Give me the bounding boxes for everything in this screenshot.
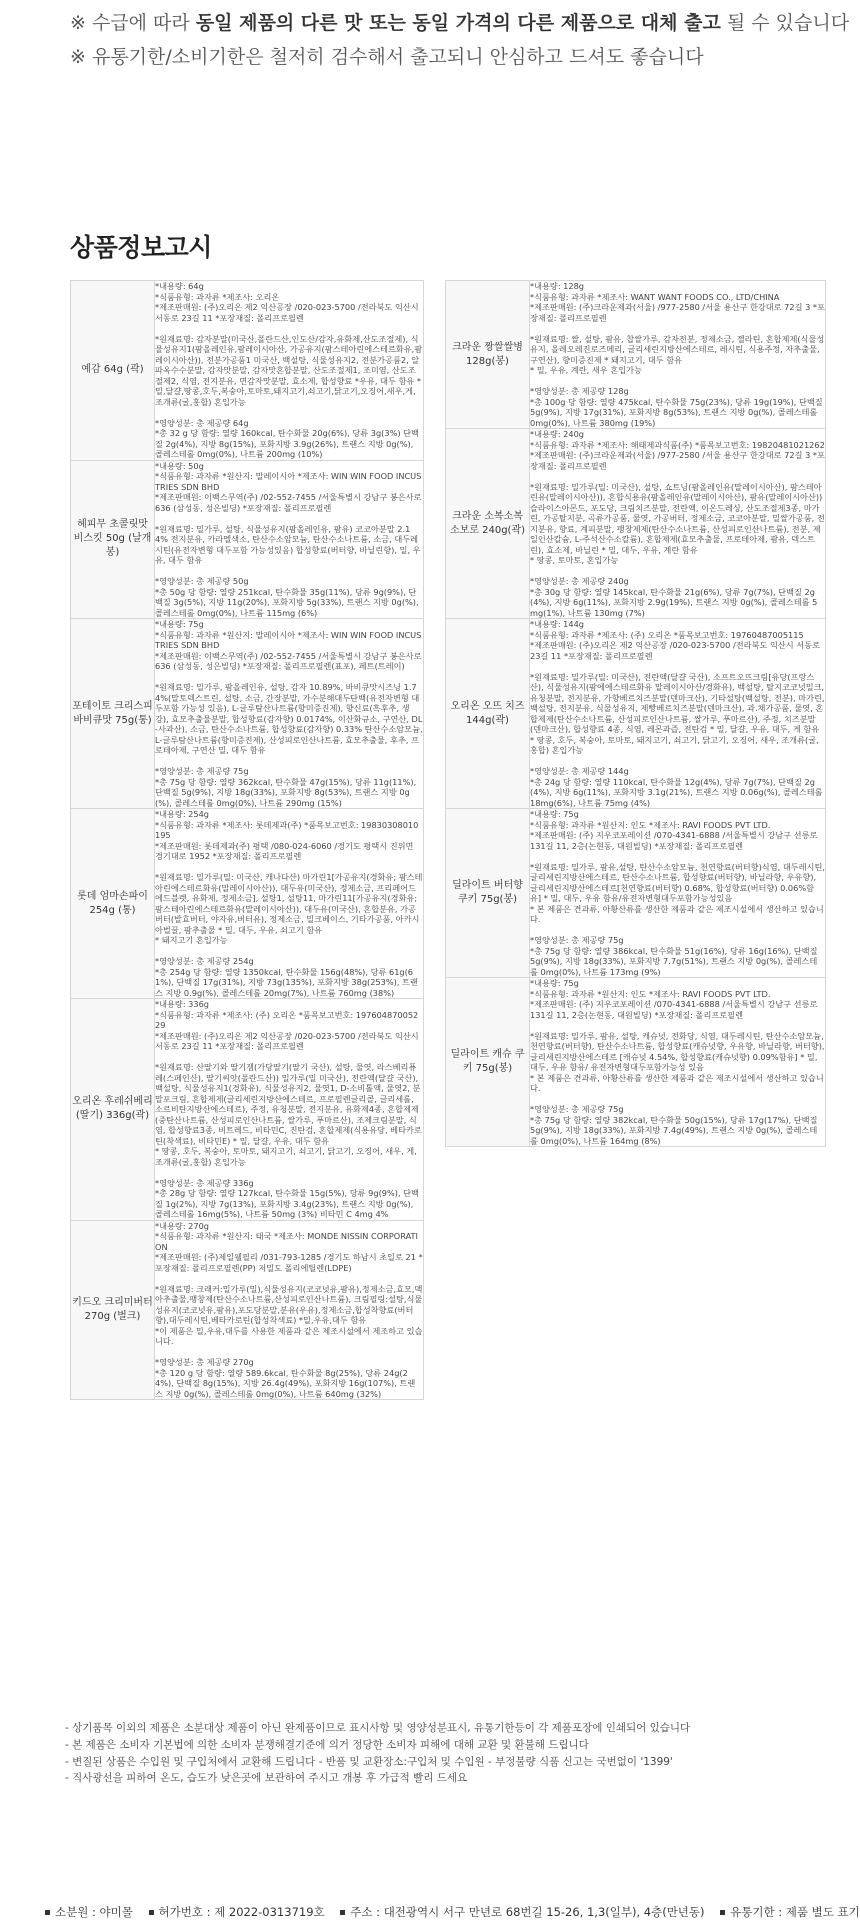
product-row	[71, 1220, 424, 1400]
product-detail: *내용량: 75g *식품유형: 과자류 *원산지: 인도 *제조사: RAVI FOODS PVT LTD. *제조판매원: (주) 지우코포레이션 /070-4341-6888 /서울특별시 강남구 선릉로 131길 11, 2층(논현동, 대원빌딩) *포장재질: 폴리프로필렌 *원재료명: 밀가루, 팜유,설탕, 탄산수소암모늄, 천연향료(버터향)식염, 대두레시틴, 글리세린지방산에스테르, 탄산수소나트륨, 합성향료(버터향), 바닐라향, 우유향), 글리세린지방산에스테르[천연향료(버터향) 0.68%, 합성향료(버터향) 0.06%함유] * 밀, 대두, 우유 함유/유전자변형대두포함가능성있음 * 본 제품은 견과류, 아황산류를 생산한 제품과 같은 제조시설에서 생산하고 있습니다. *영양성분: 총 제공량 75g *총 75g 당 함량: 열량 386kcal, 탄수화물 51g(16%), 당류 16g(16%), 단백질 5g(9%), 지방 18g(33%), 포화지방 7.7g(51%), 트랜스 지방 0g(%), 콜레스테롤 0mg(0%), 나트륨 173mg (9%)	[530, 809, 825, 977]
product-row	[446, 619, 826, 809]
footnote: - 상기품목 이외의 제품은 소분대상 제품이 아닌 완제품이므로 표시사항 및 영양성분표시, 유통기한등이 각 제품포장에 인쇄되어 있습니다	[65, 1722, 691, 1734]
product-row	[446, 281, 826, 429]
product-info-table-left	[70, 280, 424, 1400]
product-name: 예감 64g (곽)	[71, 281, 155, 461]
product-detail: *내용량: 336g *식품유형: 과자류 *제조사: (주) 오리온 *품목보고번호: 19760487005229 *제조판매원: (주)오리온 제2 익산공장 /020-023-5700 /전라북도 익산시 서동로 23길 11 *포장재질: 폴리프로필렌 *원재료명: 산딸기와 딸기잼(가당딸기(딸기 국산), 설탕, 물엿, 라스베리퓨레(스페인산), 딸기씨앗(폴란드산)) 밀가루(밀 미국산), 전란액(달걀 국산), 백설탕, 식물성유지1(경화유), 식물성유지2, 물엿1, D-소비톨액, 물엿2, 분말포크림, 혼합제제(글리세린지방산에스테르, 프로필렌글리콜, 글리세롤, 소르비탄지방산에스테르), 주정, 유청분말, 전지분유, 유화제4종, 혼합제제(중탄산나트륨, 산성피로인산나트륨, 쌀가루, 푸마르산), 조제크림분말, 식염, 합성향료3종, 비트레드, 비타민C, 진탄검, 혼합제제(식용유당, 베타카로틴(착색료), 비타민E) * 밀, 달걀, 우유, 대두 함유 * 땅콩, 호두, 복숭아, 토마토, 돼지고기, 쇠고기, 닭고기, 오징어, 새우, 게, 조개류(굴,홍합) 혼입가능 *영양성분: 총 제공량 336g *총 28g 당 함량: 열량 127kcal, 탄수화물 15g(5%), 당류 9g(9%), 단백질 1g(2%), 지방 7g(13%), 포화지방 3.4g(23%), 트랜스 지방 0g(%), 콜레스테롤 16mg(5%), 나트륨 50mg (3%) 비타민 C 4mg 4%	[155, 999, 422, 1219]
product-row	[71, 999, 424, 1221]
footnotes	[65, 1720, 690, 1787]
product-name: 딜라이트 캐슈 쿠키 75g(봉)	[446, 978, 530, 1147]
substitution-notice	[70, 8, 849, 35]
product-name: 크라운 짱쌀쌀병 128g(봉)	[446, 281, 530, 429]
product-row	[446, 429, 826, 619]
product-detail: *내용량: 270g *식품유형: 과자류 *원산지: 태국 *제조사: MONDE NISSIN CORPORATION *제조판매원: (주)제일웰필리 /031-793-1285 /경기도 하남시 초일로 21 *포장재질: 폴리프로필렌(PP) 저밀도 폴리에틸렌(LDPE) *원재료명: 크래커:밀가루(밀),식물성유지(코코넛유,팜유),정제소금,효모,맥아추출물,팽창제(탄산수소나트륨,산성피로인산나트륨), 크림필링:설탕,식물성유지(코코넛유,팜유),포도당분말,분유(우유),정제소금,합성착향료(버터향),대두레시틴,베타카로틴(합성착색료) *밀,우유,대두 함유 *이 제품은 밀,우유,대두를 사용한 제품과 같은 제조시설에서 제조하고 있습니다. *영양성분: 총 제공량 270g *총 120 g 당 함량: 열량 589.6kcal, 탄수화물 8g(25%), 당류 24g(24%), 단백질 8g(15%), 지방 26.4g(49%), 포화지방 16g(107%), 트랜스 지방 0g(%), 콜레스테롤 0mg(0%), 나트륨 640mg (32%)	[155, 1220, 423, 1399]
product-name: 헤피무 초콜릿맛 비스킷 50g (날개봉)	[71, 460, 155, 619]
footnote: - 본 제품은 소비자 기본법에 의한 소비자 분쟁해결기준에 의거 정당한 소비자 피해에 대해 교환 및 환불해 드립니다	[65, 1738, 589, 1751]
business-info-item	[149, 1905, 325, 1919]
product-name: 포테이토 크리스피 바비큐맛 75g(통)	[71, 619, 155, 809]
product-name: 딜라이트 버터향 쿠키 75g(봉)	[446, 809, 530, 978]
footnote: - 변질된 상품은 수입원 및 구입처에서 교환해 드립니다 - 반품 및 교환장소:구입처 및 수입원 - 부정불량 식품 신고는 국번없이 '1399'	[65, 1755, 673, 1768]
expiry-notice: ※ 유통기한/소비기한은 철저히 검수해서 출고되니 안심하고 드셔도 좋습니다	[70, 46, 704, 68]
footnote: - 직사광선을 피하여 온도, 습도가 낮은곳에 보관하여 주시고 개봉 후 가급적 빨리 드세요	[65, 1772, 468, 1785]
product-detail: *내용량: 128g *식품유형: 과자류 *제조사: WANT WANT FOODS CO., LTD/CHINA *제조판매원: (주)크라운제과(서울) /977-2580 /서울 용산구 한강대로 72길 3 *포장재질: 폴리프로필렌 *원재료명: 쌀, 설탕, 팜유, 찹쌀가루, 감자전분, 정제소금, 젤라틴, 혼합제제(식물성유지, 올레오레진로즈메리, 글리세린지방산에스테르, 레시틴, 식용주정, 자추출물, 구연산), 향미증진제 * 돼지고기, 대두 함유 * 밀, 우유, 계란, 새우 혼입가능 *영양성분: 총 제공량 128g *총 100g 당 함량: 열량 475kcal, 탄수화물 75g(23%), 당류 19g(19%), 단백질 5g(9%), 지방 17g(31%), 포화지방 8g(53%), 트랜스 지방 0g(%), 콜레스테롤 0mg(0%), 나트륨 380mg (19%)	[530, 281, 825, 428]
product-row	[446, 978, 826, 1147]
product-name: 롯데 엄마손파이 254g (통)	[71, 809, 155, 999]
notice-text: ※ 수급에 따라	[70, 12, 196, 34]
business-info-item	[45, 1905, 133, 1919]
bullet-square-icon	[340, 1910, 345, 1915]
product-name: 키드오 크리미버터 270g (벌크)	[71, 1220, 155, 1400]
product-detail: *내용량: 75g *식품유형: 과자류 *원산지: 말레이시아 *제조사: WIN WIN FOOD INCUSTRIES SDN BHD *제조판매원: 이백스무역(주) /02-552-7455 /서울특별시 강남구 봉은사로 636 (삼성동, 성은빌딩) *포장재질: 폴리프로필렌(표포), 페트(트레이) *원재료명: 밀가루, 팜올레인유, 설탕, 감자 10.89%, 바비큐맛시즈닝 1.74%(말토덱스트린, 설탕, 소금, 간장분말, 가수분해대두단백(유전자변형 대두포함 가능성 있음), L-글루탐산나트륨(향미증진제), 향신료(흑후추, 생강), 효모추출물분말, 합성향료(감자향) 0.0174%, 이산화규소, 구연산, DL-사과산), 소금, 탄산수소나트륨, 합성향료(감자향) 0.33% 탄산수소암모늄, L-글루탐산나트륨(향미증진제), 산성피로인산나트륨, 효모추출물, 후추, 프로테아제, 구연산 밀, 대두 함유 *영양성분: 총 제공량 75g *총 75g 당 함량: 열량 362kcal, 탄수화물 47g(15%), 당류 11g(11%), 단백질 5g(9%), 지방 18g(33%), 포화지방 8g(53%), 트랜스 지방 0g(%), 콜레스테롤 0mg(0%), 나트륨 290mg (15%)	[155, 619, 423, 808]
product-detail: *내용량: 50g *식품유형: 과자류 *원산지: 말레이시아 *제조사: WIN WIN FOOD INCUSTRIES SDN BHD *제조판매원: 이백스무역(주) /02-552-7455 /서울특별시 강남구 봉은사로 636 (삼성동, 성은빌딩) *포장재질: 폴리프로필렌 *원재료명: 밀가루, 설탕, 식물성유지(팜올레인유, 팜유) 코코아분말 2.14% 전지분유, 카라멜색소, 탄산수소암모늄, 탄산수소나트륨, 소금, 대두레시틴(유전자변형 대두포함 가능성있음) 합성향료(버터향, 바닐린향), 밀, 우유, 대두 함유 *영양성분: 총 제공량 50g *총 50g 당 함량: 열량 251kcal, 탄수화물 35g(11%), 당류 9g(9%), 단백질 3g(5%), 지방 11g(20%), 포화지방 5g(33%), 트랜스 지방 0g(%), 콜레스테롤 0mg(0%), 나트륨 115mg (6%)	[155, 460, 424, 619]
product-detail: *내용량: 64g *식품유형: 과자류 *제조사: 오리온 *제조판매원: (주)오리온 제2 익산공장 /020-023-5700 /전라북도 익산시 서동로 23길 11 *포장재질: 폴리프로필렌 *원재료명: 감자분말(미국산,폴란드산,인도산/감자,유화제,산도조절제), 식물성유지1(팜올레인유,팜레이시아산, 가공유지(팜스테아린에스테르화유,팜레이시아산)), 전분가공품1 미국산, 백설탕, 식물성유지2, 전분가공품2, 알파옥수수분말, 감자맛분말, 감자맛혼합분말, 산도조절제1, 조미염, 산도조절제2, 식염, 전지분유, 면감자맛분말, 효소제, 합성향료 *우유, 대두 함유 *밀,달걀,땅콩,호두,복숭아,토마토,돼지고기,쇠고기,닭고기,오징어,새우,게,조개류(굴,홍합) 혼입가능 *영양성분: 총 제공량 64g *총 32 g 당 함량: 열량 160kcal, 탄수화물 20g(6%), 당류 3g(3%) 단백질 2g(4%), 지방 8g(15%), 포화지방 3.9g(26%), 트랜스 지방 0g(%), 콜레스테롤 0mg(0%), 나트륨 200mg (10%)	[155, 281, 423, 459]
product-detail: *내용량: 254g *식품유형: 과자류 *제조사: 롯데제과(주) *품목보고번호: 19830308010195 *제조판매원: 롯데제과(주) 평택 /080-024-6060 /경기도 평택시 진위면 경기대로 1952 *포장재질: 폴리프로필렌 *원재료명: 밀가루(밀: 미국산, 캐나다산) 마가린1[가공유지(경화유; 팜스테아린에스테르화유(말레이시아산)), 대두유(미국산), 정제소금, 프리페어드에드블렛, 유화제, 정제소금], 설탕1, 설탕11, 마가린11[가공유지(경화유; 팜스테아린에스테르화유(말레이시아산)), 대두유(미국산), 혼합분유, 가공버터(발효버터, 야자유,버터유), 정제소금, 밀크베이스, 기타가공품, 아카시아벌꿀, 팜추출물 * 밀, 대두, 우유, 쇠고기 함유 * 돼지고기 혼입가능 *영양성분: 총 제공량 254g *총 254g 당 함량: 열량 1350kcal, 탄수화물 156g(48%), 당류 61g(61%), 단백질 17g(31%), 지방 73g(135%), 포화지방 38g(253%), 트랜스 지방 0.9g(%), 콜레스테롤 20mg(7%), 나트륨 760mg (38%)	[155, 809, 423, 998]
notice-text: 될 수 있습니다	[720, 12, 850, 34]
product-row	[446, 809, 826, 978]
bullet-square-icon	[720, 1910, 725, 1915]
business-info-text: 소분원 : 야미몰	[55, 1905, 133, 1919]
product-detail: *내용량: 75g *식품유형: 과자류 *원산지: 인도 *제조사: RAVI FOODS PVT LTD. *제조판매원: (주) 지우코포레이션 /070-4341-6888 /서울특별시 강남구 선릉로 131길 11, 2층(논현동, 대원빌딩) *포장재질: 폴리프로필렌 *원재료명: 밀가루, 팜유, 설탕, 캐슈넛, 전화당, 식염, 대두레시틴, 탄산수소암모늄, 천연향료(버터향), 탄산수소나트륨, 합성향료(캐슈넛향, 우유향, 바닐라향, 버터향), 글리세린지방산에스테르 [캐슈넛 4.54%, 합성향료(캐슈넛향) 0.09%함유] * 밀, 대두, 우유 함유/ 유전자변형대두포함가능성 있음 * 본 제품은 견과류, 아황산류를 생산한 제품과 같은 제조시설에서 생산하고 있습니다. *영양성분: 총 제공량 75g *총 75g 당 함량: 열량 382kcal, 탄수화물 50g(15%), 당류 17g(17%), 단백질 5g(9%), 지방 18g(33%), 포화지방 7.4g(49%), 트랜스 지방 0g(%), 콜레스테롤 0mg(0%), 나트륨 164mg (8%)	[530, 978, 825, 1146]
product-detail: *내용량: 240g *식품유형: 과자류 *제조사: 해태제과식품(주) *품목보고번호: 19820481021262 *제조판매원: (주)크라운제과(서울) /977-2580 /서울 용산구 한강대로 72길 3 *포장재질: 폴리프로필렌 *원재료명: 밀가루(밀: 미국산), 설탕, 쇼트닝(팜올레인유(말레이시아산), 팜스테아린유(말레이시아산)), 혼합식용유(팜올레인유(말레이시아산), 팜유(말레이시아산)) 슬라이스아몬드, 포도당, 크림치즈분말, 전란액, 이온드레싱, 산도조절제3종, 마가린, 가공탈지분, 곡류가공품, 물엿, 가공버터, 정제소금, 코코아분말, 밀쌀가공품, 전지분유, 향료, 계피분말, 팽창제제(탄산수소나트륨, 산성피로인산나트륨), 전분, 제일인산칼슘, L-주석산수소칼륨), 혼합제제(효모추출물, 프로테아제, 팜유, 덱스트린), 효소제, 바닐린 * 밀, 대두, 우유, 계란 함유 * 땅콩, 토마토, 혼입가능 *영양성분: 총 제공량 240g *총 30g 당 함량: 열량 145kcal, 탄수화물 21g(6%), 당류 7g(7%), 단백질 2g(4%), 지방 6g(11%), 포화지방 2.9g(19%), 트랜스 지방 0g(%), 콜레스테롤 5mg(1%), 나트륨 130mg (7%)	[530, 429, 825, 618]
product-name: 오리온 오뜨 치즈 144g(곽)	[446, 619, 530, 809]
bullet-square-icon	[149, 1910, 154, 1915]
section-title: 상품정보고시	[70, 233, 212, 262]
business-info-text: 주소 : 대전광역시 서구 만년로 68번길 15-26, 1,3(일부), 4층(만년동)	[350, 1905, 705, 1919]
bullet-square-icon	[45, 1910, 50, 1915]
business-info-item	[720, 1905, 860, 1919]
product-name: 오리온 후레쉬베리 (딸기) 336g(곽)	[71, 999, 155, 1221]
product-detail: *내용량: 144g *식품유형: 과자류 *제조사: (주) 오리온 *품목보고번호: 19760487005115 *제조판매원: (주)오리온 제2 익산공장 /020-023-5700 /전라북도 익산시 서동로 23길 11 *포장재질: 폴리프로필렌 *원재료명: 밀가루(밀: 미국산), 전란액(달걀 국산), 소프트오뜨크림[유당(프랑스산), 식물성유지(팜에에스테르화유 말레이시아산/경화유), 백설탕, 탈지코코넛밀크, 유청분말, 전지분유, 가향베르치즈분말(덴마크산), 기타설탕(백설탕, 전분), 마가린, 백설탕, 전지분유, 식물성유지, 제빵베르치즈분말(덴마크산), 과.채가공품, 물엿, 혼합제제(탄산수소나트륨, 산성피로인산나트륨, 쌀가루, 푸마르산), 주정, 치즈분말(덴마크산), 합성향료 4종, 식염, 레몬과즙, 전탄검 * 밀, 달걀, 우유, 대두, 게 함유 * 땅콩, 호두, 복숭아, 토마토, 돼지고기, 쇠고기, 닭고기, 오징어, 새우, 조개류(굴, 홍합) 혼입가능 *영양성분: 총 제공량 144g *총 24g 당 함량: 열량 110kcal, 탄수화물 12g(4%), 당류 7g(7%), 단백질 2g(4%), 지방 6g(11%), 포화지방 3.1g(21%), 트랜스 지방 0.06g(%), 콜레스테롤 18mg(6%), 나트륨 75mg (4%)	[530, 619, 825, 808]
product-row	[71, 281, 424, 461]
product-name: 크라운 소복소복 소보로 240g(곽)	[446, 429, 530, 619]
business-info-item	[340, 1905, 704, 1919]
product-row	[71, 460, 424, 619]
business-info-text: 허가번호 : 제 2022-0313719호	[158, 1905, 325, 1919]
product-row	[71, 809, 424, 999]
product-info-table-right	[445, 280, 826, 1147]
notice-highlight: 동일 제품의 다른 맛 또는 동일 가격의 다른 제품으로 대체 출고	[195, 12, 721, 34]
business-info	[45, 1904, 860, 1920]
business-info-text: 유통기한 : 제품 별도 표기	[730, 1905, 860, 1919]
product-row	[71, 619, 424, 809]
